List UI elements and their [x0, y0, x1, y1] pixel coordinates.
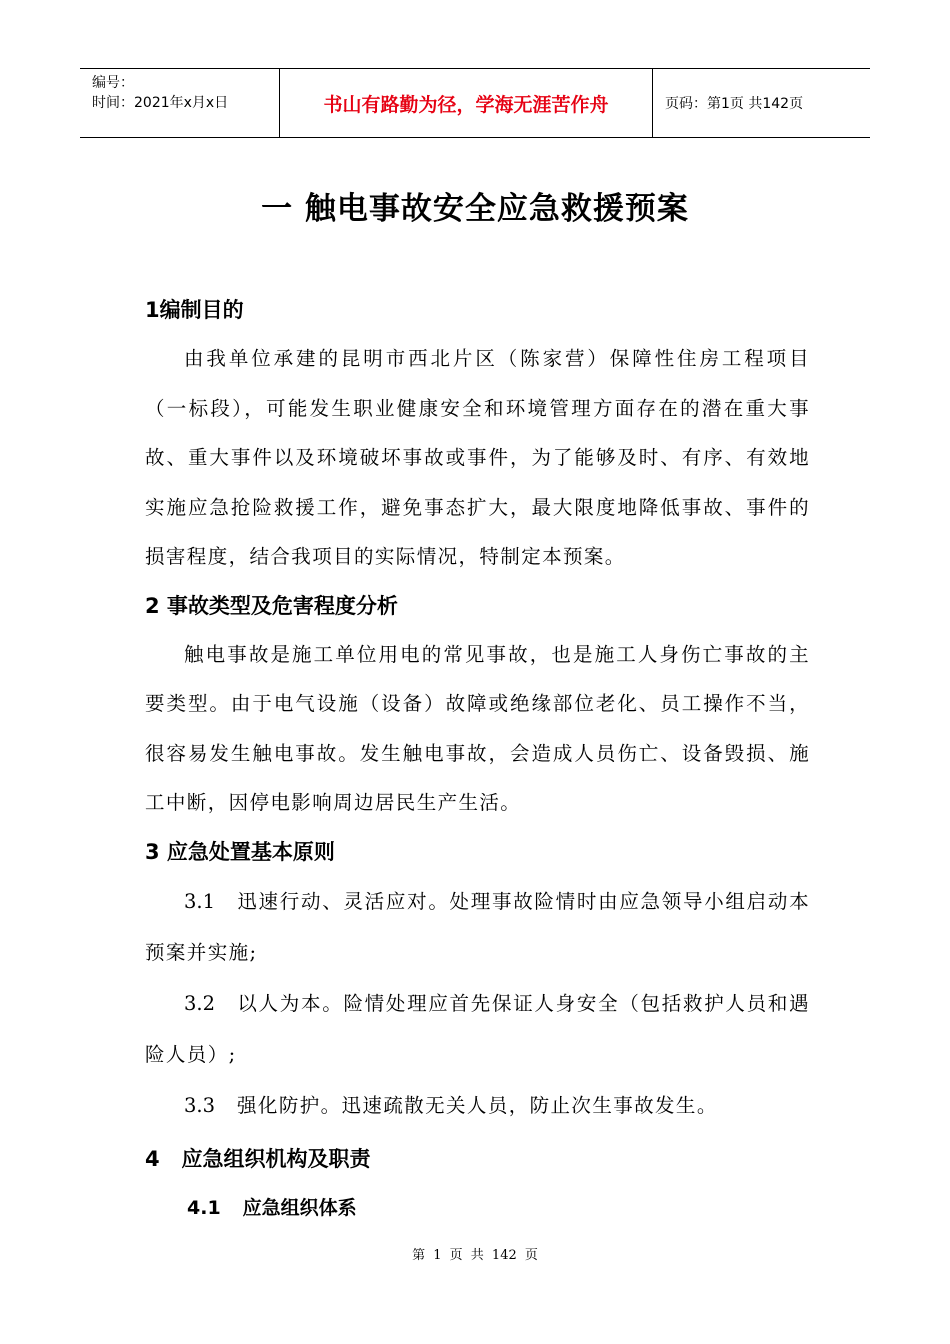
principle-text: 强化防护。迅速疏散无关人员，防止次生事故发生。 — [237, 1093, 718, 1117]
principle-number: 3.2 — [184, 991, 216, 1015]
subsection-4-1-heading — [145, 1183, 810, 1233]
subsection-title: 应急组织体系 — [242, 1196, 357, 1219]
principle-number: 3.1 — [184, 889, 216, 913]
document-title: 一 触电事故安全应急救援预案 — [261, 191, 689, 227]
document-time-label: 时间：2021年x月x日 — [92, 95, 229, 111]
page-header — [80, 68, 870, 138]
principle-item — [145, 1080, 810, 1131]
principle-item — [145, 876, 810, 978]
section-3-heading: 3 应急处置基本原则 — [145, 839, 335, 864]
page-footer: 第 1 页 共 142 页 — [412, 1248, 538, 1263]
principle-number: 3.3 — [184, 1093, 216, 1117]
document-body — [145, 286, 810, 1233]
principle-item — [145, 978, 810, 1080]
section-1-heading: 1编制目的 — [145, 298, 244, 322]
section-2-paragraph: 触电事故是施工单位用电的常见事故，也是施工人身伤亡事故的主要类型。由于电气设施（设备）故障或绝缘部位老化、员工操作不当，很容易发生触电事故。发生触电事故，会造成人员伤亡、设备毁损、施工中断，因停电影响周边居民生产生活。 — [145, 642, 810, 814]
subsection-number: 4.1 — [187, 1196, 221, 1219]
section-2-heading: 2 事故类型及危害程度分析 — [145, 593, 398, 618]
section-1-paragraph: 由我单位承建的昆明市西北片区（陈家营）保障性住房工程项目（一标段），可能发生职业健康安全和环境管理方面存在的潜在重大事故、重大事件以及环境破坏事故或事件，为了能够及时、有序、有效地实施应急抢险救援工作，避免事态扩大，最大限度地降低事故、事件的损害程度，结合我项目的实际情况，特制定本预案。 — [145, 347, 810, 568]
header-motto: 书山有路勤为径，学海无涯苦作舟 — [280, 69, 653, 137]
header-page-info: 页码：第1页 共142页 — [665, 96, 804, 112]
section-4-heading: 4 应急组织机构及职责 — [145, 1146, 371, 1171]
principle-text: 迅速行动、灵活应对。处理事故险情时由应急领导小组启动本预案并实施; — [145, 889, 810, 964]
header-meta — [80, 69, 280, 137]
document-number-label: 编号： — [92, 75, 134, 91]
principle-text: 以人为本。险情处理应首先保证人身安全（包括救护人员和遇险人员）; — [145, 991, 810, 1066]
